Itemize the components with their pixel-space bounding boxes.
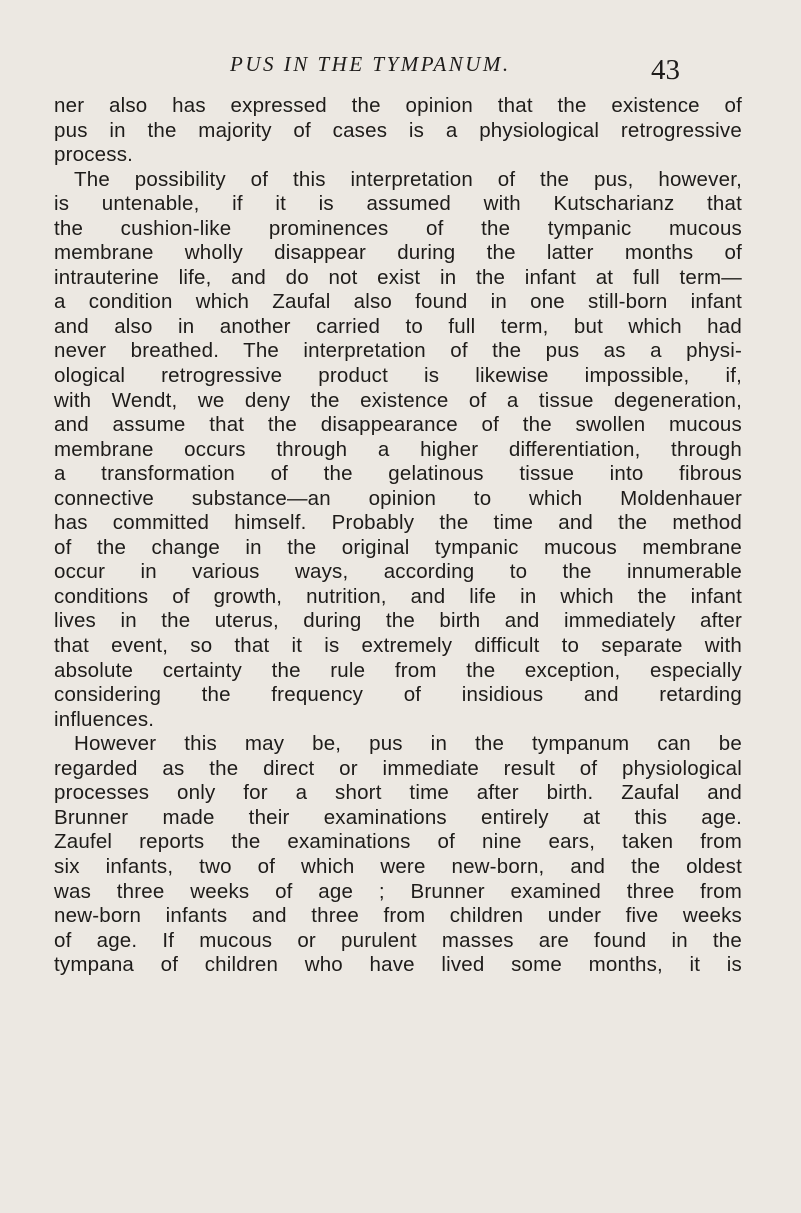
text-line: has committed himself. Probably the time and the method bbox=[54, 511, 742, 535]
text-line: the cushion-like prominences of the tympanic mucous bbox=[54, 216, 742, 240]
text-line: Zaufel reports the examinations of nine ears, taken from bbox=[54, 830, 742, 854]
text-line: pus in the majority of cases is a physiological retrogressive bbox=[54, 118, 742, 142]
text-line: The possibility of this interpretation of the pus, however, bbox=[74, 167, 742, 191]
text-line: of age. If mucous or purulent masses are found in the bbox=[54, 928, 742, 952]
text-line: conditions of growth, nutrition, and life in which the infant bbox=[54, 584, 742, 608]
text-line: new-born infants and three from children under five weeks bbox=[54, 904, 742, 928]
text-line: occur in various ways, according to the innumerable bbox=[54, 560, 742, 584]
text-line: membrane wholly disappear during the latter months of bbox=[54, 241, 742, 265]
text-line: influences. bbox=[54, 707, 155, 731]
text-line: was three weeks of age ; Brunner examined three from bbox=[54, 879, 742, 903]
text-line: ner also has expressed the opinion that the existence of bbox=[54, 94, 742, 117]
text-line: intrauterine life, and do not exist in the infant at full term— bbox=[54, 265, 742, 289]
page-number: 43 bbox=[651, 54, 680, 86]
text-line: tympana of children who have lived some months, it is bbox=[54, 953, 742, 977]
body-text bbox=[54, 94, 742, 978]
text-line: never breathed. The interpretation of the pus as a physi- bbox=[54, 339, 742, 363]
text-line: lives in the uterus, during the birth and immediately after bbox=[54, 609, 742, 633]
text-line: process. bbox=[54, 143, 134, 167]
text-line: of the change in the original tympanic mucous membrane bbox=[54, 535, 742, 559]
text-line: and assume that the disappearance of the swollen mucous bbox=[54, 413, 742, 437]
text-line: connective substance—an opinion to which Moldenhauer bbox=[54, 486, 742, 510]
text-line: ological retrogressive product is likewise impossible, if, bbox=[54, 364, 742, 388]
text-line: a transformation of the gelatinous tissue into fibrous bbox=[54, 462, 742, 486]
text-line: is untenable, if it is assumed with Kutscharianz that bbox=[54, 192, 742, 216]
text-line: However this may be, pus in the tympanum can be bbox=[74, 732, 742, 756]
text-line: processes only for a short time after birth. Zaufal and bbox=[54, 781, 742, 805]
text-line: a condition which Zaufal also found in one still-born infant bbox=[54, 290, 742, 314]
text-line: considering the frequency of insidious and retarding bbox=[54, 683, 742, 707]
text-line: membrane occurs through a higher differentiation, through bbox=[54, 437, 742, 461]
text-line: and also in another carried to full term, but which had bbox=[54, 314, 742, 338]
running-title: PUS IN THE TYMPANUM. bbox=[230, 52, 511, 76]
text-line: Brunner made their examinations entirely at this age. bbox=[54, 805, 742, 829]
text-line: that event, so that it is extremely difficult to separate with bbox=[54, 634, 742, 658]
page-header bbox=[0, 52, 801, 92]
text-line: regarded as the direct or immediate result of physiological bbox=[54, 756, 742, 780]
text-line: with Wendt, we deny the existence of a tissue degeneration, bbox=[54, 388, 742, 412]
text-line: absolute certainty the rule from the exception, especially bbox=[54, 658, 742, 682]
text-line: six infants, two of which were new-born, and the oldest bbox=[54, 854, 742, 878]
